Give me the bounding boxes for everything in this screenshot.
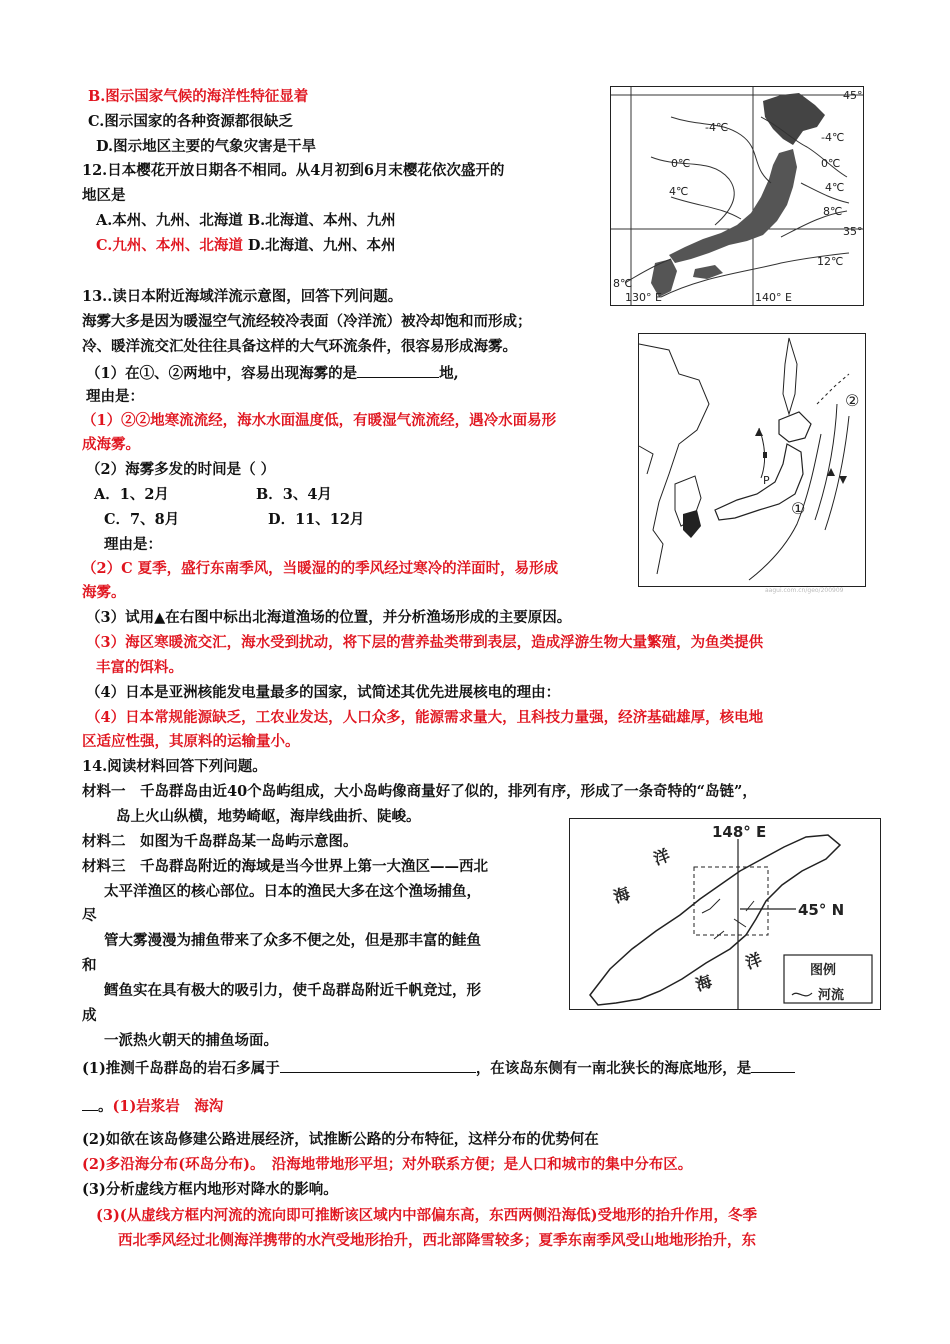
q13-part1-reason-label: 理由是： (86, 388, 144, 405)
q13-answer3-line2: 丰富的饵料。 (96, 659, 183, 676)
q14-material3-line8: 一派热火朝天的捕鱼场面。 (104, 1032, 278, 1049)
map2-label-2: ② (845, 391, 860, 410)
map1-label-35: 35° (843, 225, 863, 238)
q13-part1-blank[interactable] (357, 363, 439, 378)
q13-answer4-line2: 区适应性强，其原料的运输量小。 (82, 733, 300, 750)
map3-sea-char-2: 海 (610, 883, 633, 907)
q14-part2: (2)如欲在该岛修建公路进展经济，试推断公路的分布特征，这样分布的优势何在 (82, 1131, 599, 1148)
map1-label-neg4-b: -4℃ (821, 131, 845, 144)
q14-material3-line4: 管大雾漫漫为捕鱼带来了众多不便之处，但是那丰富的鲑鱼 (104, 932, 481, 949)
q11-option-d: D.图示地区主要的气象灾害是干旱 (96, 138, 317, 155)
map1-label-130e: 130° E (625, 291, 662, 304)
map3-label-lat: 45° N (798, 901, 845, 919)
q14-material3-line7: 成 (82, 1007, 97, 1024)
map1-label-0-b: 0℃ (821, 157, 841, 170)
q14-part1-blank2[interactable] (751, 1058, 795, 1073)
map3-sea-char-1: 洋 (650, 845, 673, 869)
q14-part1-text: (1)推测千岛群岛的岩石多属于 (82, 1060, 280, 1077)
q13-part3: （3）试用▲在右图中标出北海道渔场的位置，并分析渔场形成的主要原因。 (86, 609, 572, 626)
q12-options-cd (96, 237, 396, 255)
map1-label-0-a: 0℃ (671, 157, 691, 170)
q13-part2-option-b: B．3、4月 (256, 486, 332, 503)
q14-answer3-line2: 西北季风经过北侧海洋携带的水汽受地形抬升，西北部降雪较多；夏季东南季风受山地地形抬升，东 (118, 1232, 756, 1249)
map3-label-lon: 148° E (712, 823, 767, 841)
map1-label-4-a: 4℃ (669, 185, 689, 198)
map1-label-45: 45° (843, 89, 863, 102)
q14-material3-line2: 太平洋渔区的核心部位。日本的渔民大多在这个渔场捕鱼， (104, 883, 481, 900)
q12-options-ab: A.本州、九州、北海道 B.北海道、本州、九州 (96, 212, 396, 229)
q14-answer1-line (82, 1096, 223, 1116)
map1-label-8-a: 8℃ (823, 205, 843, 218)
q13-intro-line2: 冷、暖洋流交汇处往往具备这样的大气环流条件，很容易形成海雾。 (82, 338, 517, 355)
map3-legend-item: 河流 (818, 988, 845, 1003)
q12-stem-line1: 12.日本樱花开放日期各不相同。从4月初到6月末樱花依次盛开的 (82, 162, 505, 179)
q13-part2: （2）海雾多发的时间是（ ） (86, 461, 276, 478)
q13-intro-line1: 海雾大多是因为暖湿空气流经较冷表面（冷洋流）被冷却饱和而形成； (82, 313, 532, 330)
q13-part4: （4）日本是亚洲核能发电量最多的国家，试简述其优先进展核电的理由： (86, 684, 561, 701)
q13-answer1-line2: 成海雾。 (82, 436, 140, 453)
q14-material3-line3: 尽 (82, 907, 97, 924)
q12-stem-line2: 地区是 (82, 187, 126, 204)
q13-part1-text: （1）在①、②两地中，容易出现海雾的是 (86, 365, 358, 382)
japan-isotherm-map (610, 86, 864, 306)
q13-part1-tail: 地, (439, 365, 459, 382)
q14-material1-line1: 材料一 千岛群岛由近40个岛屿组成，大小岛屿像商量好了似的，排列有序，形成了一条奇特的“岛链”， (82, 783, 757, 800)
map3-sea-char-3: 洋 (742, 949, 765, 973)
q13-answer1-line1: （1）②②地寒流流经，海水水面温度低，有暖湿气流流经，遇冷水面易形 (82, 412, 557, 429)
q14-answer3-line1: (3)(从虚线方框内河流的流向即可推断该区域内中部偏东高，东西两侧沿海低)受地形的抬升作用，冬季 (96, 1207, 758, 1224)
q14-stem: 14.阅读材料回答下列问题。 (82, 758, 267, 775)
q13-part2-option-d: D．11、12月 (268, 511, 365, 528)
q14-material2: 材料二 如图为千岛群岛某一岛屿示意图。 (82, 833, 358, 850)
map2-label-1: ① (791, 499, 806, 518)
q14-material1-line2: 岛上火山纵横，地势崎岖，海岸线曲折、陡峻。 (116, 808, 421, 825)
q14-answer1: (1)岩浆岩 海沟 (112, 1098, 224, 1115)
q12-option-c: C.九州、本州、北海道 (96, 237, 243, 254)
q13-part1 (86, 363, 459, 383)
map1-label-12: 12℃ (817, 255, 844, 268)
ocean-current-map (638, 333, 866, 594)
q14-part1-blank2-cont[interactable] (82, 1096, 98, 1111)
q14-part1-middle: ，在该岛东侧有一南北狭长的海底地形，是 (475, 1060, 752, 1077)
q13-answer4-line1: （4）日本常规能源缺乏，工农业发达，人口众多，能源需求量大，且科技力量强，经济基础雄厚，核电地 (86, 709, 764, 726)
q14-answer2: (2)多沿海分布(环岛分布)。 沿海地带地形平坦；对外联系方便；是人口和城市的集中分布区。 (82, 1156, 693, 1173)
q13-answer2-line2: 海雾。 (82, 584, 126, 601)
q13-answer3-line1: （3）海区寒暖流交汇，海水受到扰动，将下层的营养盐类带到表层，造成浮游生物大量繁殖，为鱼类提供 (86, 634, 764, 651)
q14-part1-blank1[interactable] (280, 1058, 476, 1073)
q13-part2-option-a: A．1、2月 (94, 486, 169, 503)
q13-part2-reason-label: 理由是： (104, 536, 162, 553)
q14-part1 (82, 1058, 795, 1078)
map3-legend-title: 图例 (810, 963, 837, 978)
q11-option-c: C.图示国家的各种资源都很缺乏 (88, 113, 293, 130)
map3-sea-char-4: 海 (692, 971, 715, 995)
q14-material3-line1: 材料三 千岛群岛附近的海域是当今世界上第一大渔区——西北 (82, 858, 488, 875)
map1-label-140e: 140° E (755, 291, 792, 304)
q13-part2-option-c: C．7、8月 (104, 511, 180, 528)
q11-option-b: B.图示国家气候的海洋性特征显着 (88, 88, 309, 105)
q14-part3: (3)分析虚线方框内地形对降水的影响。 (82, 1181, 338, 1198)
q13-answer2-line1: （2）C 夏季，盛行东南季风，当暖湿的的季风经过寒冷的洋面时，易形成 (82, 560, 559, 577)
map1-label-8-b: 8℃ (613, 277, 633, 290)
q13-stem: 13..读日本附近海域洋流示意图，回答下列问题。 (82, 288, 403, 305)
q14-material3-line6: 鳕鱼实在具有极大的吸引力，使千岛群岛附近千帆竞过，形 (104, 982, 481, 999)
q14-part1-end: 。 (98, 1098, 113, 1115)
q12-option-d: D.北海道、九州、本州 (242, 237, 396, 254)
map1-label-neg4-a: -4℃ (705, 121, 729, 134)
map2-watermark: aagui.com.cn/geo/200909 (765, 587, 844, 594)
q14-material3-line5: 和 (82, 957, 97, 974)
map1-label-4-b: 4℃ (825, 181, 845, 194)
kuril-island-map (569, 818, 881, 1010)
map2-label-p: P (763, 474, 770, 487)
